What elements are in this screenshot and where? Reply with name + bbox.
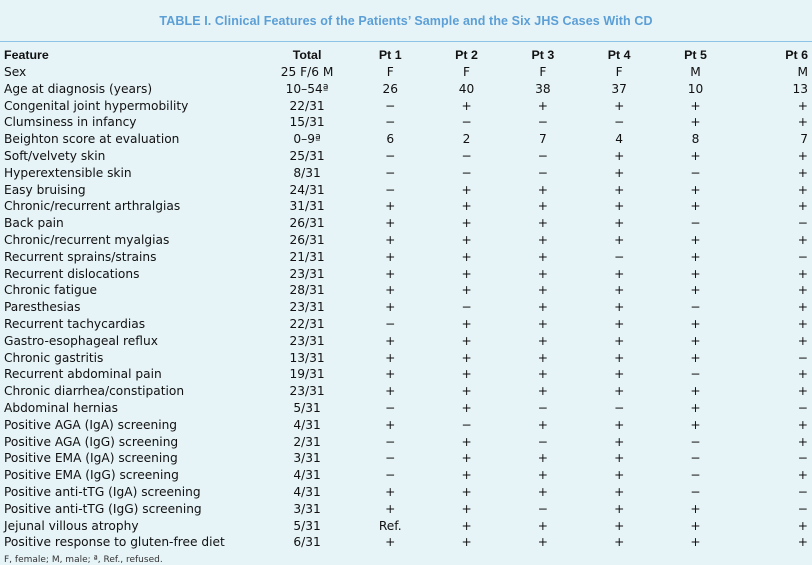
table-row (2, 182, 810, 199)
table-row (2, 232, 810, 249)
patient-cell-pt3: + (537, 232, 548, 247)
column-header-feature: Feature (4, 48, 49, 63)
feature-cell: Abdominal hernias (4, 400, 118, 415)
patient-cell-pt6: − (797, 400, 808, 415)
patient-cell-pt5: + (690, 333, 701, 348)
column-header-pt3: Pt 3 (531, 48, 555, 63)
feature-cell: Age at diagnosis (years) (4, 81, 153, 96)
table-row (2, 98, 810, 115)
patient-cell-pt4: − (614, 115, 625, 130)
patient-cell-pt4: + (614, 182, 625, 197)
feature-cell: Positive response to gluten-free diet (4, 535, 225, 550)
patient-cell-pt5: − (690, 451, 701, 466)
patient-cell-pt5: − (690, 300, 701, 315)
patient-cell-pt4: + (614, 98, 625, 113)
patient-cell-pt2: + (461, 199, 472, 214)
patient-cell-pt3: − (537, 148, 548, 163)
feature-cell: Positive anti-tTG (IgA) screening (4, 484, 201, 499)
patient-cell-pt3: + (537, 451, 548, 466)
patient-cell-pt3: + (537, 417, 548, 432)
patient-cell-pt6: + (797, 98, 808, 113)
total-cell: 5/31 (293, 518, 321, 533)
patient-cell-pt5: M (690, 65, 701, 79)
patient-cell-pt6: + (797, 283, 808, 298)
patient-cell-pt4: + (614, 367, 625, 382)
patient-cell-pt1: + (385, 417, 396, 432)
total-cell: 19/31 (289, 367, 325, 382)
patient-cell-pt5: + (690, 283, 701, 298)
patient-cell-pt5: + (690, 350, 701, 365)
patient-cell-pt3: + (537, 333, 548, 348)
patient-cell-pt4: − (614, 249, 625, 264)
title-divider (0, 41, 812, 42)
table-row (2, 450, 810, 467)
table-row (2, 333, 810, 350)
feature-cell: Gastro-esophageal reflux (4, 333, 158, 348)
patient-cell-pt4: + (614, 350, 625, 365)
patient-cell-pt5: − (690, 165, 701, 180)
total-cell: 26/31 (289, 216, 325, 231)
patient-cell-pt6: + (797, 232, 808, 247)
patient-cell-pt3: 38 (535, 81, 551, 96)
patient-cell-pt2: + (461, 384, 472, 399)
patient-cell-pt1: 26 (382, 81, 398, 96)
column-header-total: Total (292, 48, 322, 63)
patient-cell-pt5: + (690, 535, 701, 550)
patient-cell-pt4: 37 (611, 81, 627, 96)
patient-cell-pt3: − (537, 115, 548, 130)
patient-cell-pt2: − (461, 165, 472, 180)
feature-cell: Back pain (4, 216, 64, 231)
patient-cell-pt2: + (461, 484, 472, 499)
patient-cell-pt4: + (614, 300, 625, 315)
patient-cell-pt2: + (461, 333, 472, 348)
patient-cell-pt6: − (797, 249, 808, 264)
column-header-pt2: Pt 2 (455, 48, 478, 63)
patient-cell-pt4: + (614, 283, 625, 298)
feature-cell: Positive EMA (IgA) screening (4, 451, 178, 466)
patient-cell-pt3: + (537, 300, 548, 315)
feature-cell: Chronic gastritis (4, 350, 104, 365)
feature-cell: Positive AGA (IgG) screening (4, 434, 179, 449)
total-cell: 3/31 (293, 451, 321, 466)
total-cell: 8/31 (293, 165, 321, 180)
patient-cell-pt5: + (690, 400, 701, 415)
patient-cell-pt2: + (461, 535, 472, 550)
patient-cell-pt2: + (461, 501, 472, 516)
patient-cell-pt2: + (461, 518, 472, 533)
patient-cell-pt1: − (385, 400, 396, 415)
patient-cell-pt2: + (461, 266, 472, 281)
patient-cell-pt6: + (797, 148, 808, 163)
feature-cell: Positive EMA (IgG) screening (4, 468, 179, 483)
patient-cell-pt3: + (537, 518, 548, 533)
patient-cell-pt2: 2 (462, 132, 471, 147)
patient-cell-pt3: − (537, 501, 548, 516)
patient-cell-pt4: + (614, 468, 625, 483)
patient-cell-pt3: + (537, 98, 548, 113)
table-row (2, 131, 810, 148)
table-row (2, 434, 810, 451)
table-row (2, 400, 810, 417)
patient-cell-pt1: − (385, 451, 396, 466)
patient-cell-pt1: 6 (386, 132, 395, 147)
patient-cell-pt5: + (690, 384, 701, 399)
patient-cell-pt4: + (614, 384, 625, 399)
patient-cell-pt5: + (690, 249, 701, 264)
total-cell: 3/31 (293, 501, 321, 516)
patient-cell-pt1: + (385, 501, 396, 516)
total-cell: 25 F/6 M (280, 65, 334, 79)
patient-cell-pt1: + (385, 249, 396, 264)
patient-cell-pt6: + (797, 316, 808, 331)
patient-cell-pt2: + (461, 316, 472, 331)
patient-cell-pt3: + (537, 249, 548, 264)
patient-cell-pt4: + (614, 232, 625, 247)
feature-cell: Chronic/recurrent myalgias (4, 232, 170, 247)
feature-cell: Recurrent dislocations (4, 266, 140, 281)
total-cell: 4/31 (293, 484, 321, 499)
patient-cell-pt2: + (461, 249, 472, 264)
patient-cell-pt3: + (537, 283, 548, 298)
patient-cell-pt3: + (537, 384, 548, 399)
feature-cell: Chronic diarrhea/constipation (4, 384, 185, 399)
patient-cell-pt4: F (615, 65, 623, 79)
patient-cell-pt6: + (797, 165, 808, 180)
feature-cell: Recurrent tachycardias (4, 316, 146, 331)
patient-cell-pt4: + (614, 165, 625, 180)
total-cell: 4/31 (293, 417, 321, 432)
table-row (2, 81, 810, 98)
table-row (2, 165, 810, 182)
patient-cell-pt2: − (461, 417, 472, 432)
table-row (2, 148, 810, 165)
total-cell: 23/31 (289, 266, 325, 281)
patient-cell-pt4: 4 (615, 132, 624, 147)
patient-cell-pt1: − (385, 468, 396, 483)
patient-cell-pt6: + (797, 182, 808, 197)
patient-cell-pt3: F (539, 65, 547, 79)
patient-cell-pt2: + (461, 468, 472, 483)
patient-cell-pt4: − (614, 400, 625, 415)
feature-cell: Recurrent sprains/strains (4, 249, 157, 264)
patient-cell-pt6: + (797, 417, 808, 432)
total-cell: 5/31 (293, 400, 321, 415)
total-cell: 22/31 (289, 316, 325, 331)
patient-cell-pt1: + (385, 350, 396, 365)
total-cell: 25/31 (289, 148, 325, 163)
table-row (2, 383, 810, 400)
feature-cell: Sex (4, 65, 27, 79)
patient-cell-pt1: − (385, 434, 396, 449)
patient-cell-pt6: + (797, 518, 808, 533)
patient-cell-pt5: − (690, 468, 701, 483)
patient-cell-pt2: − (461, 300, 472, 315)
patient-cell-pt6: 13 (792, 81, 808, 96)
patient-cell-pt4: + (614, 451, 625, 466)
patient-cell-pt6: − (797, 484, 808, 499)
patient-cell-pt1: + (385, 232, 396, 247)
patient-cell-pt2: F (463, 65, 471, 79)
patient-cell-pt5: − (690, 216, 701, 231)
patient-cell-pt6: + (797, 535, 808, 550)
patient-cell-pt4: + (614, 501, 625, 516)
patient-cell-pt1: + (385, 384, 396, 399)
patient-cell-pt3: + (537, 367, 548, 382)
patient-cell-pt1: + (385, 216, 396, 231)
patient-cell-pt1: F (386, 65, 394, 79)
patient-cell-pt5: − (690, 434, 701, 449)
patient-cell-pt6: + (797, 367, 808, 382)
total-cell: 23/31 (289, 300, 325, 315)
patient-cell-pt1: + (385, 367, 396, 382)
patient-cell-pt2: + (461, 283, 472, 298)
patient-cell-pt3: + (537, 535, 548, 550)
total-cell: 22/31 (289, 98, 325, 113)
patient-cell-pt2: 40 (458, 81, 475, 96)
table-row (2, 299, 810, 316)
patient-cell-pt5: + (690, 115, 701, 130)
patient-cell-pt4: + (614, 199, 625, 214)
table-row (2, 467, 810, 484)
patient-cell-pt1: − (385, 316, 396, 331)
patient-cell-pt2: + (461, 98, 472, 113)
total-cell: 28/31 (289, 283, 325, 298)
patient-cell-pt5: + (690, 148, 701, 163)
table-row (2, 215, 810, 232)
total-cell: 24/31 (289, 182, 325, 197)
total-cell: 15/31 (289, 115, 325, 130)
patient-cell-pt3: + (537, 216, 548, 231)
patient-cell-pt6: − (797, 216, 808, 231)
table-row (2, 198, 810, 215)
patient-cell-pt5: 8 (691, 132, 700, 147)
patient-cell-pt2: + (461, 232, 472, 247)
patient-cell-pt3: + (537, 266, 548, 281)
total-cell: 31/31 (289, 199, 325, 214)
patient-cell-pt5: 10 (687, 81, 704, 96)
table-row (2, 64, 810, 81)
table-row (2, 350, 810, 367)
patient-cell-pt6: M (797, 65, 808, 79)
table-footnote: F, female; M, male; ª, Ref., refused. (4, 555, 163, 565)
patient-cell-pt2: + (461, 451, 472, 466)
feature-cell: Clumsiness in infancy (4, 115, 137, 130)
patient-cell-pt1: + (385, 266, 396, 281)
patient-cell-pt6: + (797, 199, 808, 214)
patient-cell-pt2: + (461, 367, 472, 382)
patient-cell-pt3: − (537, 434, 548, 449)
feature-cell: Jejunal villous atrophy (4, 518, 139, 533)
column-header-pt6: Pt 6 (785, 48, 808, 63)
patient-cell-pt6: + (797, 300, 808, 315)
patient-cell-pt4: + (614, 434, 625, 449)
patient-cell-pt1: + (385, 300, 396, 315)
patient-cell-pt5: + (690, 417, 701, 432)
total-cell: 21/31 (289, 249, 325, 264)
patient-cell-pt4: + (614, 518, 625, 533)
patient-cell-pt6: + (797, 434, 808, 449)
patient-cell-pt6: − (797, 350, 808, 365)
table-row (2, 316, 810, 333)
patient-cell-pt6: + (797, 468, 808, 483)
patient-cell-pt1: − (385, 98, 396, 113)
patient-cell-pt3: + (537, 316, 548, 331)
patient-cell-pt4: + (614, 216, 625, 231)
patient-cell-pt2: + (461, 182, 472, 197)
patient-cell-pt3: + (537, 350, 548, 365)
patient-cell-pt3: − (537, 165, 548, 180)
patient-cell-pt4: + (614, 535, 625, 550)
table-body (2, 64, 810, 551)
total-cell: 23/31 (289, 384, 325, 399)
patient-cell-pt3: + (537, 468, 548, 483)
patient-cell-pt2: − (461, 148, 472, 163)
patient-cell-pt1: Ref. (378, 518, 402, 533)
feature-cell: Hyperextensible skin (4, 165, 132, 180)
patient-cell-pt1: − (385, 182, 396, 197)
feature-cell: Positive AGA (IgA) screening (4, 417, 178, 432)
feature-cell: Soft/velvety skin (4, 148, 106, 163)
patient-cell-pt3: − (537, 400, 548, 415)
patient-cell-pt1: + (385, 283, 396, 298)
patient-cell-pt5: + (690, 266, 701, 281)
table-row (2, 534, 810, 551)
patient-cell-pt4: + (614, 417, 625, 432)
total-cell: 26/31 (289, 232, 325, 247)
patient-cell-pt1: + (385, 199, 396, 214)
patient-cell-pt2: + (461, 434, 472, 449)
clinical-features-table (2, 47, 810, 551)
total-cell: 13/31 (289, 350, 325, 365)
patient-cell-pt4: + (614, 484, 625, 499)
patient-cell-pt3: + (537, 484, 548, 499)
feature-cell: Positive anti-tTG (IgG) screening (4, 501, 202, 516)
patient-cell-pt6: + (797, 333, 808, 348)
feature-cell: Recurrent abdominal pain (4, 367, 162, 382)
table-title: TABLE I. Clinical Features of the Patients’ Sample and the Six JHS Cases With CD (159, 14, 653, 28)
patient-cell-pt2: + (461, 350, 472, 365)
patient-cell-pt3: 7 (538, 132, 547, 147)
patient-cell-pt1: − (385, 165, 396, 180)
patient-cell-pt5: + (690, 199, 701, 214)
patient-cell-pt6: − (797, 451, 808, 466)
column-header-pt1: Pt 1 (378, 48, 402, 63)
patient-cell-pt5: + (690, 316, 701, 331)
column-header-pt4: Pt 4 (607, 48, 631, 63)
patient-cell-pt5: − (690, 484, 701, 499)
table-row (2, 366, 810, 383)
patient-cell-pt5: + (690, 501, 701, 516)
patient-cell-pt5: + (690, 182, 701, 197)
patient-cell-pt3: + (537, 182, 548, 197)
patient-cell-pt6: + (797, 115, 808, 130)
patient-cell-pt5: + (690, 98, 701, 113)
column-header-pt5: Pt 5 (684, 48, 707, 63)
patient-cell-pt1: − (385, 115, 396, 130)
patient-cell-pt6: − (797, 501, 808, 516)
patient-cell-pt6: 7 (800, 132, 808, 147)
total-cell: 0–9ª (293, 132, 321, 147)
table-row (2, 249, 810, 266)
patient-cell-pt5: + (690, 232, 701, 247)
patient-cell-pt5: − (690, 367, 701, 382)
patient-cell-pt5: + (690, 518, 701, 533)
total-cell: 6/31 (293, 535, 321, 550)
feature-cell: Congenital joint hypermobility (4, 98, 189, 113)
table-header-row (2, 47, 810, 64)
total-cell: 23/31 (289, 333, 325, 348)
patient-cell-pt2: + (461, 216, 472, 231)
table-row (2, 282, 810, 299)
feature-cell: Paresthesias (4, 300, 81, 315)
patient-cell-pt1: − (385, 148, 396, 163)
patient-cell-pt3: + (537, 199, 548, 214)
feature-cell: Beighton score at evaluation (4, 132, 180, 147)
patient-cell-pt1: + (385, 535, 396, 550)
table-row (2, 501, 810, 518)
feature-cell: Chronic fatigue (4, 283, 98, 298)
patient-cell-pt6: + (797, 384, 808, 399)
table-row (2, 518, 810, 535)
patient-cell-pt4: + (614, 148, 625, 163)
table-row (2, 417, 810, 434)
patient-cell-pt4: + (614, 316, 625, 331)
total-cell: 4/31 (293, 468, 321, 483)
feature-cell: Easy bruising (4, 182, 86, 197)
total-cell: 2/31 (293, 434, 321, 449)
patient-cell-pt6: + (797, 266, 808, 281)
patient-cell-pt4: + (614, 266, 625, 281)
table-row (2, 484, 810, 501)
feature-cell: Chronic/recurrent arthralgias (4, 199, 181, 214)
table-row (2, 266, 810, 283)
table-row (2, 114, 810, 131)
patient-cell-pt1: + (385, 484, 396, 499)
total-cell: 10–54ª (285, 81, 329, 96)
patient-cell-pt4: + (614, 333, 625, 348)
patient-cell-pt2: + (461, 400, 472, 415)
patient-cell-pt2: − (461, 115, 472, 130)
patient-cell-pt1: + (385, 333, 396, 348)
